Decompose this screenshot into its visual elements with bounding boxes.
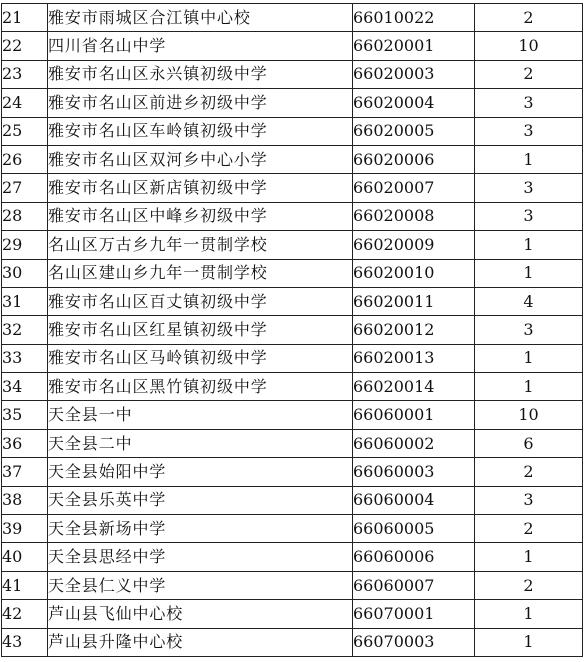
row-index: 30 bbox=[2, 259, 48, 287]
school-code: 66020008 bbox=[353, 202, 475, 230]
row-index: 40 bbox=[2, 543, 48, 571]
table-row bbox=[2, 344, 583, 372]
table-row bbox=[2, 458, 583, 486]
row-index: 39 bbox=[2, 515, 48, 543]
quota-count: 2 bbox=[475, 515, 583, 543]
school-code: 66020003 bbox=[353, 60, 475, 88]
table-row bbox=[2, 117, 583, 145]
quota-count: 2 bbox=[475, 60, 583, 88]
school-name: 芦山县升隆中心校 bbox=[48, 628, 353, 656]
table-row bbox=[2, 60, 583, 88]
table-row bbox=[2, 628, 583, 656]
school-name: 雅安市名山区马岭镇初级中学 bbox=[48, 344, 353, 372]
row-index: 24 bbox=[2, 89, 48, 117]
table-row bbox=[2, 287, 583, 315]
quota-count: 1 bbox=[475, 259, 583, 287]
school-name: 雅安市名山区永兴镇初级中学 bbox=[48, 60, 353, 88]
school-name: 名山区万古乡九年一贯制学校 bbox=[48, 231, 353, 259]
row-index: 33 bbox=[2, 344, 48, 372]
school-name: 雅安市名山区新店镇初级中学 bbox=[48, 174, 353, 202]
school-name: 天全县仁义中学 bbox=[48, 571, 353, 599]
school-code: 66020012 bbox=[353, 316, 475, 344]
row-index: 41 bbox=[2, 571, 48, 599]
school-code: 66020010 bbox=[353, 259, 475, 287]
school-name: 天全县新场中学 bbox=[48, 515, 353, 543]
row-index: 32 bbox=[2, 316, 48, 344]
table-row bbox=[2, 174, 583, 202]
table-row bbox=[2, 543, 583, 571]
school-code: 66020004 bbox=[353, 89, 475, 117]
school-name: 天全县思经中学 bbox=[48, 543, 353, 571]
school-name: 雅安市名山区双河乡中心小学 bbox=[48, 145, 353, 173]
row-index: 34 bbox=[2, 373, 48, 401]
quota-count: 3 bbox=[475, 117, 583, 145]
table-row bbox=[2, 89, 583, 117]
school-code: 66060002 bbox=[353, 429, 475, 457]
quota-count: 3 bbox=[475, 89, 583, 117]
school-code: 66060007 bbox=[353, 571, 475, 599]
table-row bbox=[2, 429, 583, 457]
school-code: 66020014 bbox=[353, 373, 475, 401]
quota-count: 2 bbox=[475, 458, 583, 486]
row-index: 43 bbox=[2, 628, 48, 656]
row-index: 25 bbox=[2, 117, 48, 145]
quota-count: 3 bbox=[475, 174, 583, 202]
row-index: 38 bbox=[2, 486, 48, 514]
row-index: 37 bbox=[2, 458, 48, 486]
school-code: 66020001 bbox=[353, 32, 475, 60]
table-row bbox=[2, 4, 583, 32]
quota-count: 1 bbox=[475, 600, 583, 628]
school-code: 66060005 bbox=[353, 515, 475, 543]
table-row bbox=[2, 259, 583, 287]
quota-count: 4 bbox=[475, 287, 583, 315]
table-row bbox=[2, 486, 583, 514]
school-name: 雅安市雨城区合江镇中心校 bbox=[48, 4, 353, 32]
school-code: 66020011 bbox=[353, 287, 475, 315]
school-code: 66060004 bbox=[353, 486, 475, 514]
school-name: 雅安市名山区前进乡初级中学 bbox=[48, 89, 353, 117]
school-code: 66060001 bbox=[353, 401, 475, 429]
quota-count: 1 bbox=[475, 231, 583, 259]
school-name: 天全县二中 bbox=[48, 429, 353, 457]
row-index: 35 bbox=[2, 401, 48, 429]
table-row bbox=[2, 145, 583, 173]
school-quota-table bbox=[1, 3, 583, 657]
table-row bbox=[2, 600, 583, 628]
quota-count: 1 bbox=[475, 344, 583, 372]
row-index: 21 bbox=[2, 4, 48, 32]
school-name: 天全县一中 bbox=[48, 401, 353, 429]
table-row bbox=[2, 231, 583, 259]
school-code: 66070003 bbox=[353, 628, 475, 656]
quota-count: 6 bbox=[475, 429, 583, 457]
quota-count: 1 bbox=[475, 543, 583, 571]
table-row bbox=[2, 202, 583, 230]
school-name: 雅安市名山区黑竹镇初级中学 bbox=[48, 373, 353, 401]
quota-count: 3 bbox=[475, 202, 583, 230]
school-name: 天全县始阳中学 bbox=[48, 458, 353, 486]
school-name: 名山区建山乡九年一贯制学校 bbox=[48, 259, 353, 287]
school-code: 66070001 bbox=[353, 600, 475, 628]
school-code: 66020009 bbox=[353, 231, 475, 259]
table-body bbox=[2, 4, 583, 657]
quota-count: 1 bbox=[475, 145, 583, 173]
school-name: 雅安市名山区车岭镇初级中学 bbox=[48, 117, 353, 145]
school-name: 天全县乐英中学 bbox=[48, 486, 353, 514]
school-code: 66020006 bbox=[353, 145, 475, 173]
school-name: 雅安市名山区百丈镇初级中学 bbox=[48, 287, 353, 315]
quota-count: 3 bbox=[475, 316, 583, 344]
table-row bbox=[2, 401, 583, 429]
table-row bbox=[2, 32, 583, 60]
school-code: 66020005 bbox=[353, 117, 475, 145]
school-code: 66060003 bbox=[353, 458, 475, 486]
school-name: 芦山县飞仙中心校 bbox=[48, 600, 353, 628]
table-row bbox=[2, 316, 583, 344]
school-name: 雅安市名山区中峰乡初级中学 bbox=[48, 202, 353, 230]
quota-count: 2 bbox=[475, 4, 583, 32]
school-name: 四川省名山中学 bbox=[48, 32, 353, 60]
school-code: 66020007 bbox=[353, 174, 475, 202]
row-index: 28 bbox=[2, 202, 48, 230]
quota-count: 10 bbox=[475, 32, 583, 60]
row-index: 26 bbox=[2, 145, 48, 173]
row-index: 23 bbox=[2, 60, 48, 88]
row-index: 31 bbox=[2, 287, 48, 315]
table-row bbox=[2, 515, 583, 543]
table-row bbox=[2, 571, 583, 599]
quota-count: 1 bbox=[475, 373, 583, 401]
quota-count: 3 bbox=[475, 486, 583, 514]
quota-count: 10 bbox=[475, 401, 583, 429]
school-name: 雅安市名山区红星镇初级中学 bbox=[48, 316, 353, 344]
school-code: 66020013 bbox=[353, 344, 475, 372]
row-index: 22 bbox=[2, 32, 48, 60]
row-index: 27 bbox=[2, 174, 48, 202]
row-index: 29 bbox=[2, 231, 48, 259]
quota-count: 1 bbox=[475, 628, 583, 656]
row-index: 36 bbox=[2, 429, 48, 457]
school-code: 66010022 bbox=[353, 4, 475, 32]
quota-count: 2 bbox=[475, 571, 583, 599]
school-code: 66060006 bbox=[353, 543, 475, 571]
row-index: 42 bbox=[2, 600, 48, 628]
table-row bbox=[2, 373, 583, 401]
